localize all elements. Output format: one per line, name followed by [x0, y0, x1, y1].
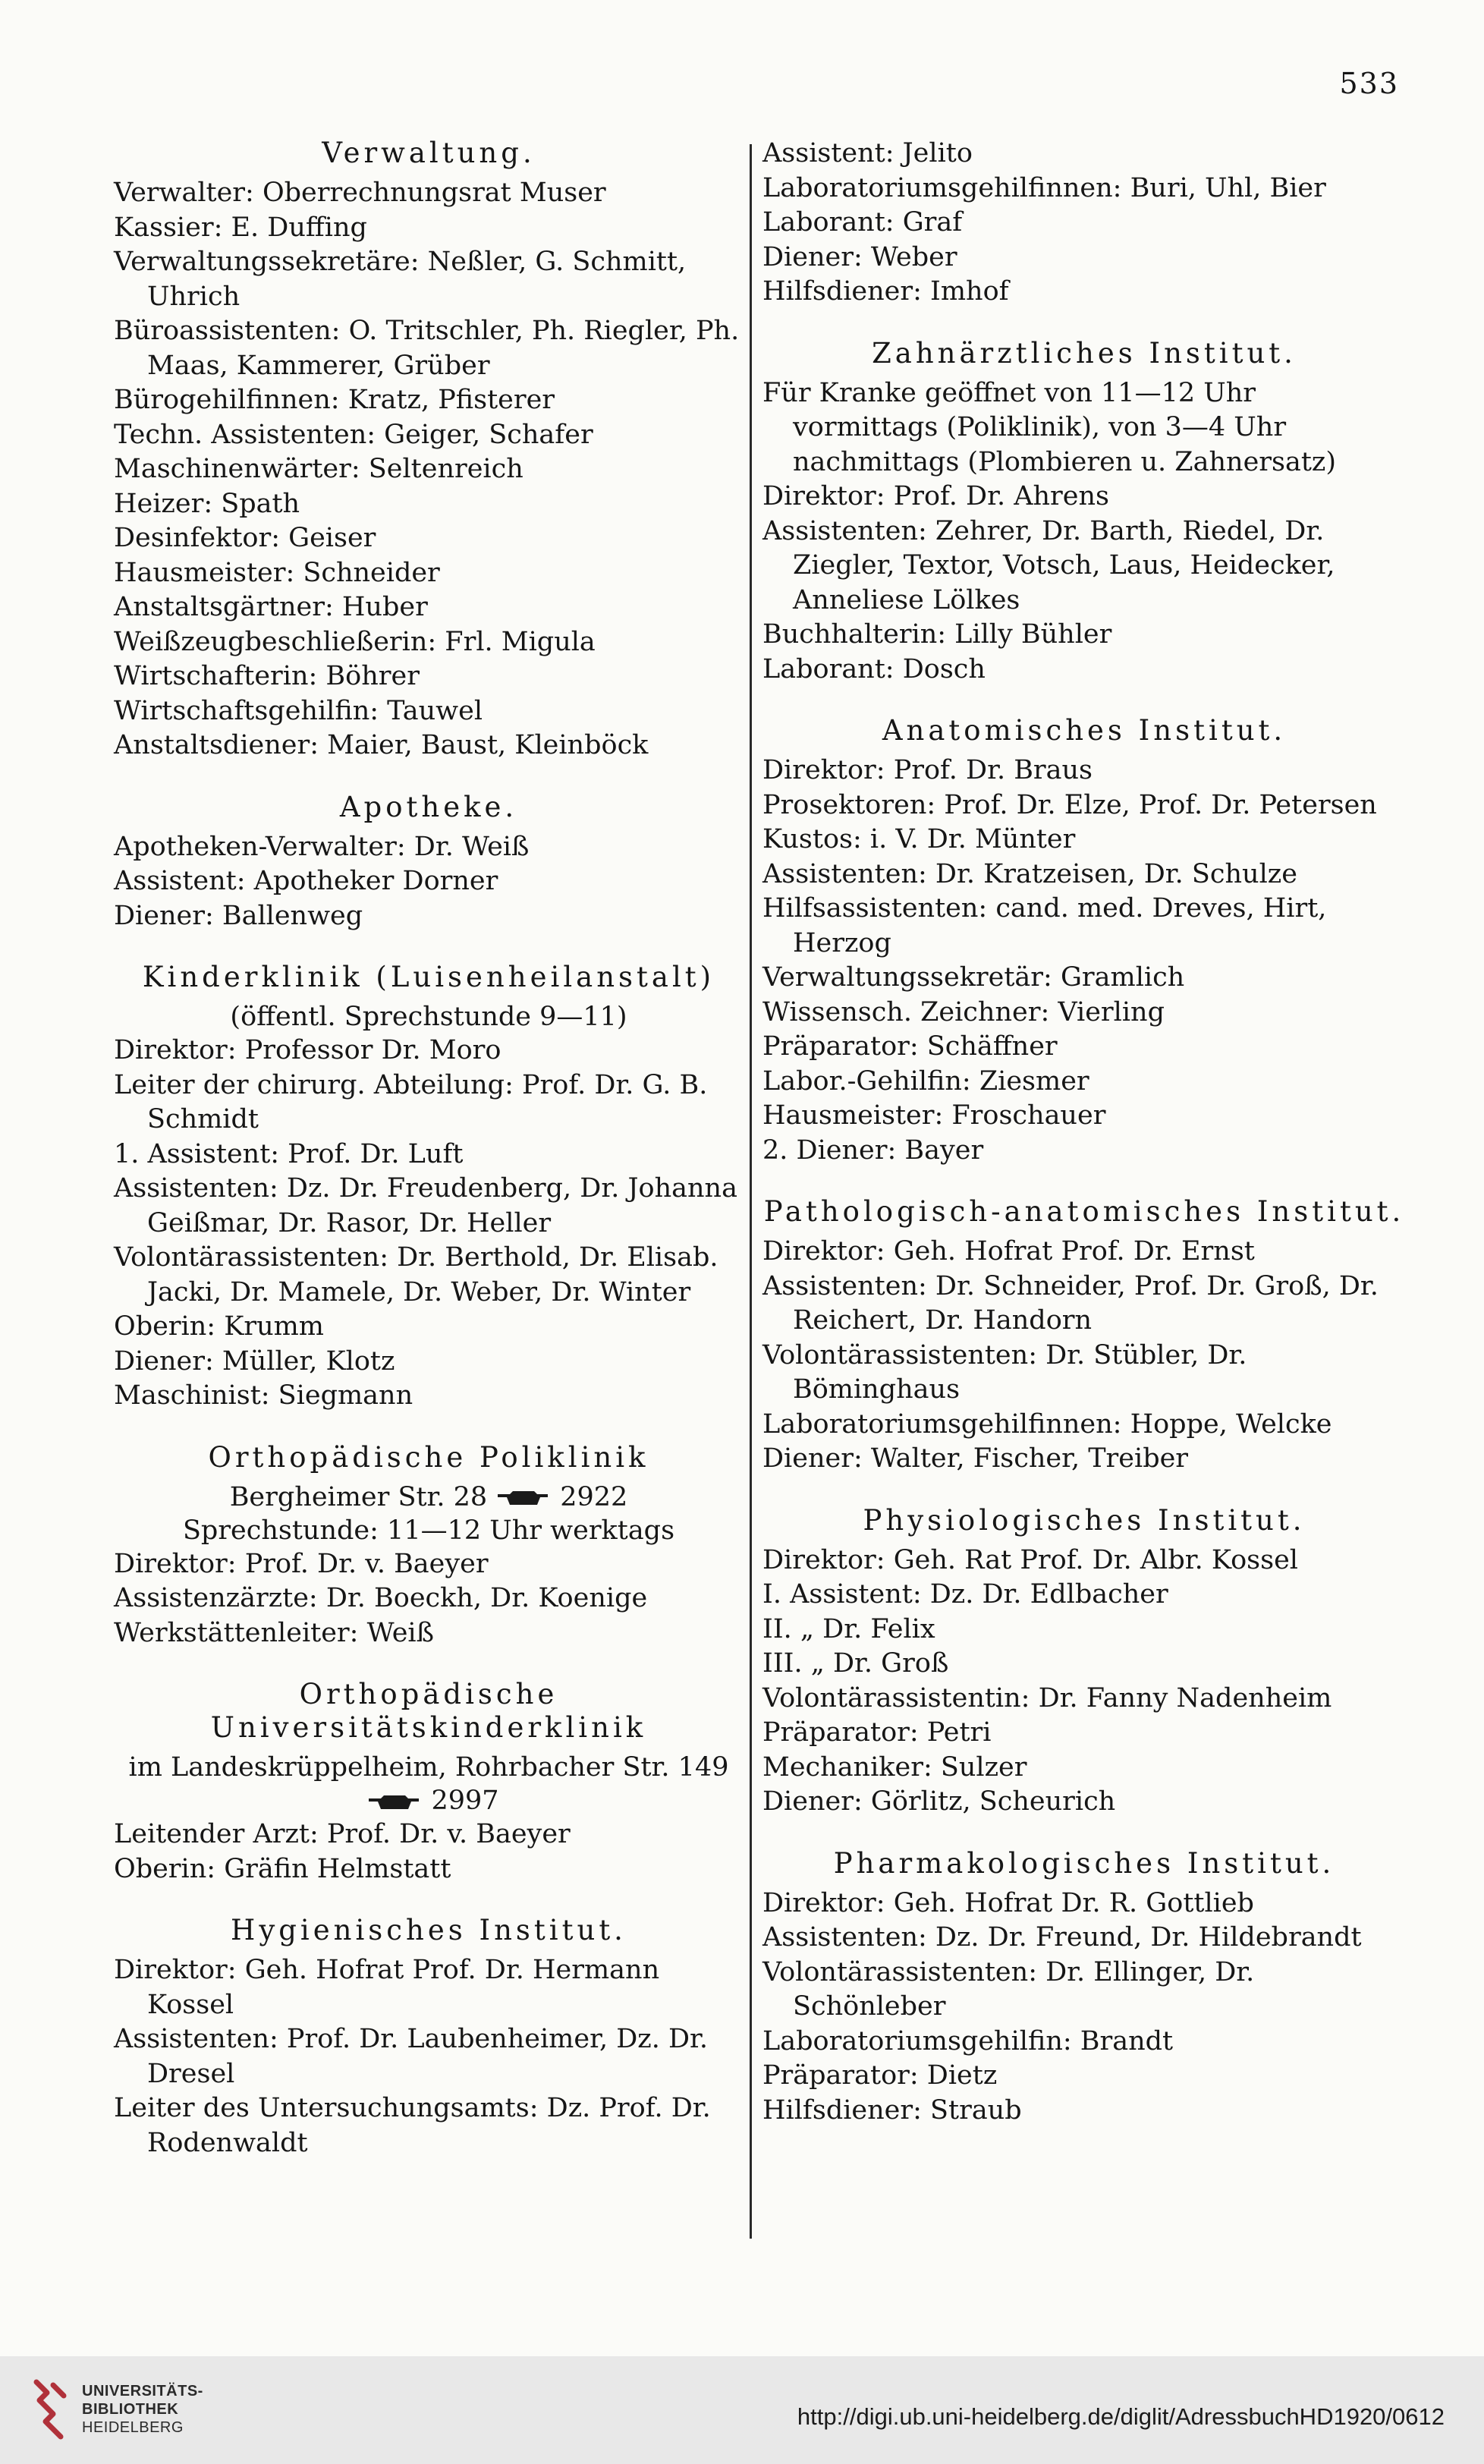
telephone-icon	[495, 1487, 552, 1509]
directory-entry: Diener: Walter, Fischer, Treiber	[762, 1443, 1189, 1474]
directory-entry: Hilfsassistenten: cand. med. Dreves, Hirt, Herzog	[762, 893, 1327, 958]
directory-entry: Techn. Assistenten: Geiger, Schafer	[114, 419, 593, 450]
directory-entry: Direktor: Prof. Dr. Ahrens	[762, 481, 1109, 511]
right-column	[762, 137, 1406, 2155]
directory-entry: Prosektoren: Prof. Dr. Elze, Prof. Dr. Petersen	[762, 789, 1377, 820]
directory-section	[114, 791, 744, 934]
phone-number: 2922	[560, 1481, 628, 1512]
directory-entry: Verwaltungssekretäre: Neßler, G. Schmitt, Uhrich	[114, 247, 687, 312]
directory-entry: 2. Diener: Bayer	[762, 1134, 984, 1166]
directory-entry: Verwaltungssekretär: Gramlich	[762, 962, 1185, 993]
directory-entry: Bürogehilfinnen: Kratz, Pfisterer	[114, 385, 555, 415]
section-heading: Kinderklinik (Luisenheilanstalt)	[142, 961, 715, 993]
directory-entry: Leiter des Untersuchungsamts: Dz. Prof. Dr. Rodenwaldt	[114, 2093, 711, 2158]
directory-entry: Heizer: Spath	[114, 488, 300, 519]
directory-entry: Präparator: Schäffner	[762, 1031, 1058, 1062]
directory-entry: Hilfsdiener: Straub	[762, 2094, 1022, 2126]
section-heading: Hygienisches Institut.	[231, 1914, 627, 1946]
directory-entry: Assistent: Apotheker Dorner	[114, 866, 498, 896]
directory-entry: Laboratoriumsgehilfinnen: Hoppe, Welcke	[762, 1408, 1332, 1440]
directory-entry: Weißzeugbeschließerin: Frl. Migula	[114, 626, 596, 657]
library-name-line: BIBLIOTHEK	[82, 2401, 179, 2418]
directory-entry: Anstaltsdiener: Maier, Baust, Kleinböck	[114, 730, 649, 760]
directory-entry: Assistenten: Zehrer, Dr. Barth, Riedel, Dr. Ziegler, Textor, Votsch, Laus, Heidecker, Anneliese Lölkes	[762, 515, 1335, 615]
section-heading: Orthopädische Universitätskinderklinik	[210, 1678, 647, 1744]
section-heading: Physiologisches Institut.	[863, 1503, 1306, 1537]
directory-entry: Maschinist: Siegmann	[114, 1380, 413, 1411]
section-heading: Anatomisches Institut.	[882, 714, 1287, 747]
directory-entry: Assistenten: Dr. Kratzeisen, Dr. Schulze	[762, 858, 1297, 889]
section-heading: Orthopädische Poliklinik	[208, 1440, 649, 1474]
directory-entry: Assistenten: Dz. Dr. Freudenberg, Dr. Johanna Geißmar, Dr. Rasor, Dr. Heller	[114, 1173, 737, 1238]
directory-entry: Anstaltsgärtner: Huber	[114, 592, 428, 622]
library-name-line: UNIVERSITÄTS-	[82, 2383, 203, 2399]
library-name-line: HEIDELBERG	[82, 2419, 184, 2436]
directory-section	[762, 337, 1406, 688]
left-column	[114, 137, 744, 2188]
directory-entry: Direktor: Professor Dr. Moro	[114, 1035, 501, 1065]
library-name	[82, 2382, 203, 2437]
directory-entry: Leitender Arzt: Prof. Dr. v. Baeyer	[114, 1819, 571, 1849]
directory-section	[114, 1914, 744, 2160]
directory-entry: Diener: Ballenweg	[114, 900, 363, 931]
telephone-icon	[366, 1791, 423, 1814]
directory-entry: I. Assistent: Dz. Dr. Edlbacher	[762, 1579, 1168, 1610]
directory-entry: Maschinenwärter: Seltenreich	[114, 454, 523, 484]
directory-entry: Volontärassistentin: Dr. Fanny Nadenheim	[762, 1682, 1332, 1713]
directory-entry: Laborant: Dosch	[762, 653, 986, 684]
directory-section	[762, 1195, 1406, 1477]
directory-entry: Für Kranke geöffnet von 11—12 Uhr vormittags (Poliklinik), von 3—4 Uhr nachmittags (Plombieren u. Zahnersatz)	[762, 377, 1336, 477]
page-number: 533	[1339, 67, 1399, 100]
directory-entry: Leiter der chirurg. Abteilung: Prof. Dr. G. B. Schmidt	[114, 1069, 708, 1134]
directory-section	[114, 137, 744, 763]
directory-section	[762, 1847, 1406, 2129]
directory-entry: Hilfsdiener: Imhof	[762, 276, 1009, 307]
directory-entry: Volontärassistenten: Dr. Berthold, Dr. Elisab. Jacki, Dr. Mamele, Dr. Weber, Dr. Winter	[114, 1242, 718, 1308]
section-heading: Verwaltung.	[322, 137, 536, 169]
directory-entry: Diener: Görlitz, Scheurich	[762, 1786, 1116, 1817]
address-line	[114, 1481, 744, 1514]
section-heading: Pharmakologisches Institut.	[833, 1846, 1335, 1880]
directory-entry: Volontärassistenten: Dr. Ellinger, Dr. Schönleber	[762, 1956, 1255, 2022]
directory-section	[114, 1441, 744, 1651]
directory-entry: Wirtschaftsgehilfin: Tauwel	[114, 695, 483, 726]
directory-section	[762, 137, 1406, 310]
directory-entry: Oberin: Krumm	[114, 1311, 324, 1342]
directory-section	[762, 1504, 1406, 1820]
directory-section	[762, 714, 1406, 1168]
directory-entry: Direktor: Geh. Hofrat Dr. R. Gottlieb	[762, 1887, 1254, 1918]
directory-entry: Kustos: i. V. Dr. Münter	[762, 824, 1076, 854]
directory-entry: Labor.-Gehilfin: Ziesmer	[762, 1065, 1089, 1097]
address-line	[114, 1751, 744, 1784]
directory-entry: Assistenten: Prof. Dr. Laubenheimer, Dz. Dr. Dresel	[114, 2024, 709, 2089]
column-divider	[750, 144, 752, 2239]
directory-entry: Hausmeister: Froschauer	[762, 1100, 1106, 1131]
viewer-footer	[0, 2356, 1484, 2464]
phone-number: 2997	[431, 1786, 499, 1816]
directory-entry: Büroassistenten: O. Tritschler, Ph. Riegler, Ph. Maas, Kammerer, Grüber	[114, 316, 740, 381]
section-heading: Zahnärztliches Institut.	[872, 336, 1297, 370]
directory-entry: Volontärassistenten: Dr. Stübler, Dr. Böminghaus	[762, 1339, 1247, 1405]
directory-entry: Desinfektor: Geiser	[114, 523, 376, 553]
directory-entry: Direktor: Geh. Hofrat Prof. Dr. Hermann Kossel	[114, 1955, 660, 2020]
directory-entry: Kassier: E. Duffing	[114, 212, 367, 243]
directory-entry: Oberin: Gräfin Helmstatt	[114, 1853, 451, 1884]
directory-entry: Laboratoriumsgehilfin: Brandt	[762, 2025, 1174, 2056]
directory-entry: Wissensch. Zeichner: Vierling	[762, 996, 1165, 1027]
section-heading: Pathologisch-anatomisches Institut.	[763, 1195, 1405, 1228]
directory-entry: Laboratoriumsgehilfinnen: Buri, Uhl, Bier	[762, 172, 1326, 203]
directory-entry: Direktor: Prof. Dr. v. Baeyer	[114, 1548, 489, 1579]
directory-entry: Direktor: Geh. Rat Prof. Dr. Albr. Kossel	[762, 1544, 1298, 1575]
directory-entry: Präparator: Petri	[762, 1717, 992, 1748]
directory-entry: Assistent: Jelito	[762, 138, 973, 168]
directory-section	[114, 1678, 744, 1887]
directory-entry: Verwalter: Oberrechnungsrat Muser	[114, 178, 606, 208]
source-url[interactable]: http://digi.ub.uni-heidelberg.de/diglit/AdressbuchHD1920/0612	[797, 2403, 1445, 2430]
directory-entry: 1. Assistent: Prof. Dr. Luft	[114, 1138, 464, 1169]
directory-entry: Assistenten: Dr. Schneider, Prof. Dr. Groß, Dr. Reichert, Dr. Handorn	[762, 1270, 1379, 1336]
directory-entry: Laborant: Graf	[762, 207, 963, 238]
section-heading: Apotheke.	[339, 790, 518, 823]
directory-entry: Direktor: Geh. Hofrat Prof. Dr. Ernst	[762, 1236, 1255, 1267]
directory-entry: Assistenzärzte: Dr. Boeckh, Dr. Koenige	[114, 1583, 648, 1613]
directory-entry: Assistenten: Dz. Dr. Freund, Dr. Hildebrandt	[762, 1922, 1362, 1953]
directory-entry: Wirtschafterin: Böhrer	[114, 661, 420, 691]
directory-entry: Direktor: Prof. Dr. Braus	[762, 755, 1093, 785]
section-subheading: (öffentl. Sprechstunde 9—11)	[230, 1002, 627, 1032]
section-subheading: Sprechstunde: 11—12 Uhr werktags	[182, 1515, 675, 1546]
directory-entry: Werkstättenleiter: Weiß	[114, 1617, 434, 1648]
directory-entry: Buchhalterin: Lilly Bühler	[762, 619, 1112, 650]
directory-entry: Apotheken-Verwalter: Dr. Weiß	[114, 831, 530, 862]
directory-entry: Diener: Müller, Klotz	[114, 1345, 395, 1377]
directory-section	[114, 961, 744, 1414]
phone-line	[114, 1784, 744, 1817]
directory-entry: Diener: Weber	[762, 241, 957, 272]
address-text: im Landeskrüppelheim, Rohrbacher Str. 149	[128, 1752, 729, 1783]
directory-entry: II. „ Dr. Felix	[762, 1613, 935, 1644]
address-text: Bergheimer Str. 28	[229, 1481, 488, 1512]
directory-entry: III. „ Dr. Groß	[762, 1648, 949, 1679]
directory-entry: Hausmeister: Schneider	[114, 557, 440, 588]
directory-entry: Präparator: Dietz	[762, 2060, 998, 2091]
directory-entry: Mechaniker: Sulzer	[762, 1751, 1027, 1783]
